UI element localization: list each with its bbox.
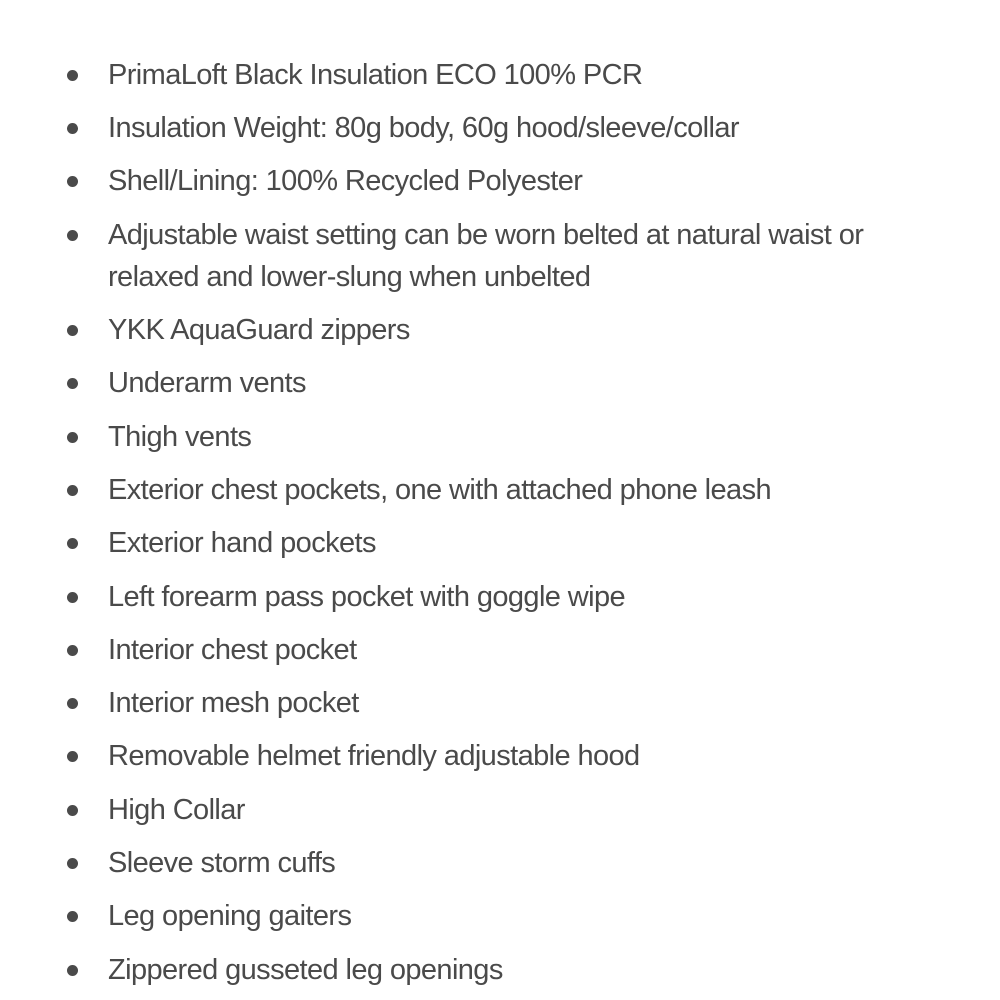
feature-text: Leg opening gaiters [108, 900, 352, 932]
feature-text: Removable helmet friendly adjustable hood [108, 740, 640, 772]
bullet-icon [67, 432, 78, 443]
feature-text: Shell/Lining: 100% Recycled Polyester [108, 165, 583, 197]
feature-text: Underarm vents [108, 367, 306, 399]
bullet-icon [67, 176, 78, 187]
bullet-icon [67, 645, 78, 656]
bullet-icon [67, 858, 78, 869]
bullet-icon [67, 70, 78, 81]
feature-text: Thigh vents [108, 421, 252, 453]
bullet-icon [67, 325, 78, 336]
bullet-icon [67, 911, 78, 922]
bullet-icon [67, 485, 78, 496]
feature-text: Left forearm pass pocket with goggle wipe [108, 581, 626, 613]
feature-text: YKK AquaGuard zippers [108, 314, 410, 346]
feature-text: Insulation Weight: 80g body, 60g hood/sleeve/collar [108, 112, 739, 144]
feature-text: High Collar [108, 794, 245, 826]
bullet-icon [67, 538, 78, 549]
bullet-icon [67, 805, 78, 816]
feature-text: Exterior hand pockets [108, 527, 376, 559]
feature-text: Interior chest pocket [108, 634, 357, 666]
feature-text: Adjustable waist setting can be worn belted at natural waist or relaxed and lower-slung when unbelted [108, 219, 864, 293]
bullet-icon [67, 123, 78, 134]
bullet-icon [67, 378, 78, 389]
bullet-icon [67, 965, 78, 976]
bullet-icon [67, 592, 78, 603]
bullet-icon [67, 230, 78, 241]
feature-text: Zippered gusseted leg openings [108, 954, 503, 986]
bullet-icon [67, 698, 78, 709]
feature-text: Exterior chest pockets, one with attached phone leash [108, 474, 772, 506]
feature-text: Sleeve storm cuffs [108, 847, 336, 879]
feature-text: Interior mesh pocket [108, 687, 359, 719]
feature-text: PrimaLoft Black Insulation ECO 100% PCR [108, 59, 643, 91]
bullet-icon [67, 751, 78, 762]
